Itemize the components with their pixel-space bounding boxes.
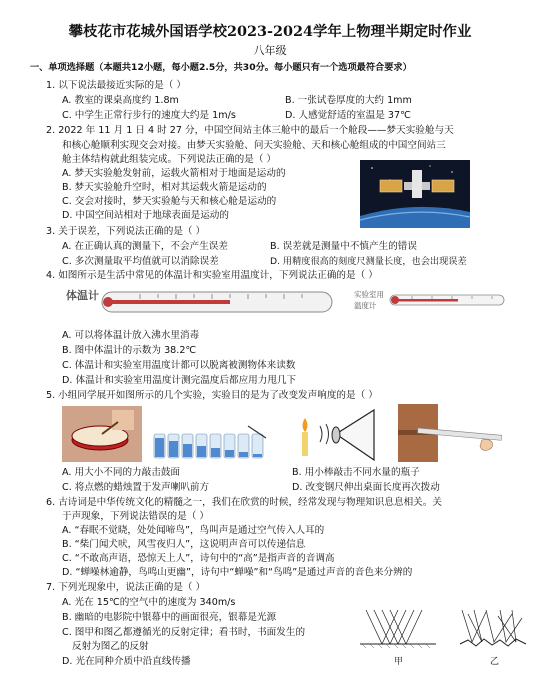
q2-option-b: B. 梦天实验舱升空时，相对其运载火箭是运动的: [62, 182, 267, 193]
section-heading: 一、单项选择题（本题共12小题，每小题2.5分，共30分。每小题只有一个选项最符合要求）: [30, 62, 412, 73]
diffuse-reflection-figure: [456, 604, 532, 654]
q6-option-b: B. “柴门闻犬吠，风雪夜归人”，这说明声音可以传递信息: [62, 539, 306, 550]
q2-option-d: D. 中国空间站相对于地球表面是运动的: [62, 210, 229, 221]
q4-option-a: A. 可以将体温计放入沸水里消毒: [62, 330, 200, 341]
lab-thermometer-label-line1: 实验室用: [354, 290, 384, 299]
q4-option-b: B. 图中体温计的示数为 38.2℃: [62, 345, 197, 356]
q5-option-c: C. 将点燃的蜡烛置于发声喇叭前方: [62, 482, 210, 493]
q3-option-c: C. 多次测量取平均值就可以消除误差: [62, 256, 219, 267]
q4-option-d: D. 体温计和实验室用温度计测完温度后都应用力甩几下: [62, 375, 297, 386]
q3-option-a: A. 在正确认真的测量下，不会产生误差: [62, 241, 228, 252]
lab-thermometer-label-line2: 温度计: [354, 301, 377, 310]
clinical-thermometer: [100, 286, 336, 320]
q7-option-a: A. 光在 15℃的空气中的速度为 340m/s: [62, 597, 236, 608]
ruler-on-table-image: [398, 404, 510, 462]
q7-option-d: D. 光在同种介质中沿直线传播: [62, 656, 191, 667]
q2-option-a: A. 梦天实验舱发射前，运载火箭相对于地面是运动的: [62, 168, 286, 179]
q5-stem: 5. 小组同学展开如图所示的几个实验，实验目的是为了改变发声响度的是（ ）: [46, 390, 378, 401]
q1-option-d: D. 人感觉舒适的室温是 37℃: [285, 110, 411, 121]
space-station-image: [360, 160, 470, 228]
q6-stem-line2: 于声现象，下列说法错误的是（ ）: [62, 511, 209, 522]
lab-thermometer: [388, 290, 508, 312]
water-bottles-image: [152, 424, 270, 460]
q4-option-c: C. 体温计和实验室用温度计都可以脱离被测物体来读数: [62, 360, 296, 371]
q6-stem-line1: 6. 古诗词是中华传统文化的精髓之一，我们在欣赏的时候，经常发现与物理知识息息相关。关: [46, 497, 442, 508]
q7-option-c-line2: 反射为图乙的反射: [72, 641, 149, 652]
q6-option-c: C. “不敢高声语，恐惊天上人”，诗句中的“高”是指声音的音调高: [62, 553, 335, 564]
q5-option-a: A. 用大小不同的力敲击鼓面: [62, 467, 181, 478]
q2-stem-line2: 和核心舱顺利实现交会对接。由梦天实验舱、问天实验舱、天和核心舱组成的中国空间站三: [62, 140, 446, 151]
q3-option-b: B. 误差就是测量中不慎产生的错误: [270, 241, 417, 252]
q3-stem: 3. 关于误差，下列说法正确的是（ ）: [46, 226, 206, 237]
q6-option-a: A. “春眠不觉晓，处处闻啼鸟”，鸟叫声是通过空气传入人耳的: [62, 525, 325, 536]
grade-label: 八年级: [253, 44, 287, 57]
q2-option-c: C. 交会对接时，梦天实验舱与天和核心舱是运动的: [62, 196, 277, 207]
q1-option-c: C. 中学生正常行步行的速度大约是 1m/s: [62, 110, 236, 121]
figure-label-yi: 乙: [490, 657, 500, 667]
q7-option-b: B. 幽暗的电影院中银幕中的画面很亮，银幕是光源: [62, 612, 277, 623]
q1-option-a: A. 教室的课桌高度约 1.8m: [62, 95, 179, 106]
q1-stem: 1. 以下说法最接近实际的是（ ）: [46, 80, 186, 91]
q7-option-c-line1: C. 图甲和图乙都遵循光的反射定律；看书时，书面发生的: [62, 627, 306, 638]
q7-stem: 7. 下列光现象中，说法正确的是（ ）: [46, 582, 206, 593]
specular-reflection-figure: [356, 604, 440, 654]
q6-option-d: D. “蝉噪林逾静，鸟鸣山更幽”，诗句中“蝉噪”和“鸟鸣”是通过声音的音色来分辨的: [62, 567, 413, 578]
page-title: 攀枝花市花城外国语学校2023-2024学年上物理半期定时作业: [68, 23, 472, 40]
figure-label-jia: 甲: [394, 657, 404, 667]
q3-option-d: D. 用精度很高的刻度尺测量长度，也会出现误差: [270, 256, 467, 267]
clinical-thermometer-label: 体温计: [66, 289, 99, 302]
candle-speaker-image: [296, 404, 382, 464]
q1-option-b: B. 一张试卷厚度的大约 1mm: [285, 95, 412, 106]
q4-stem: 4. 如图所示是生活中常见的体温计和实验室用温度计，下列说法正确的是（ ）: [46, 270, 378, 281]
q5-option-b: B. 用小棒敲击不同水量的瓶子: [292, 467, 420, 478]
q2-stem-line1: 2. 2022 年 11 月 1 日 4 时 27 分，中国空间站主体三舱中的最后一个舱段——梦天实验舱与天: [46, 125, 454, 136]
q2-stem-line3: 舱主体结构就此组装完成。下列说法正确的是（ ）: [62, 154, 277, 165]
q5-option-d: D. 改变钢尺伸出桌面长度再次拨动: [292, 482, 440, 493]
drum-image: [62, 406, 142, 462]
